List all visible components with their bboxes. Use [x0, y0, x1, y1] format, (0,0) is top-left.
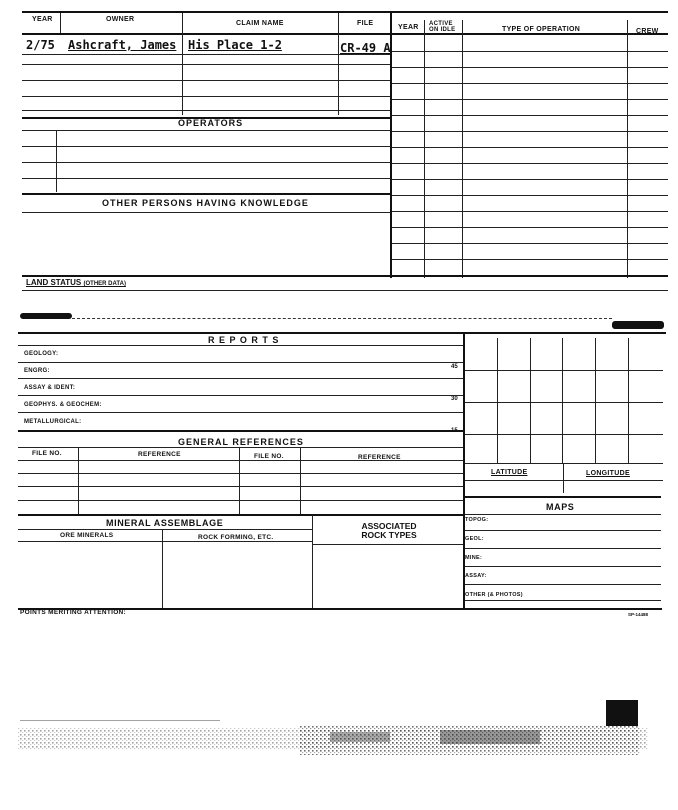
col-owner-label: OWNER	[106, 16, 135, 23]
land-status-heading: LAND STATUS (OTHER DATA)	[26, 278, 126, 287]
col-year2-label: YEAR	[398, 24, 419, 31]
maps-assay-label: ASSAY:	[465, 573, 487, 579]
gr-col-file-no-2: FILE NO.	[254, 453, 284, 460]
maps-heading: MAPS	[546, 502, 575, 512]
entry-file: CR-49 A	[340, 41, 391, 55]
redaction-mark-right	[612, 321, 664, 329]
entry-date: 2/75	[26, 38, 55, 52]
latitude-label: LATITUDE	[491, 469, 528, 476]
ruler-30: 30	[451, 396, 458, 402]
col-file-label: FILE	[357, 20, 374, 27]
engrg-label: ENGRG:	[24, 368, 50, 374]
rock-forming-label: ROCK FORMING, ETC.	[198, 534, 274, 541]
scan-smudge	[0, 690, 678, 790]
ruler-15: 15	[451, 428, 458, 434]
gr-col-file-no-1: FILE NO.	[32, 450, 62, 457]
longitude-label: LONGITUDE	[586, 470, 630, 477]
ore-minerals-label: ORE MINERALS	[60, 532, 114, 539]
redaction-mark-left	[20, 313, 72, 319]
header-bottom-border	[22, 33, 668, 35]
col-claim-name-label: CLAIM NAME	[236, 20, 284, 27]
general-references-heading: GENERAL REFERENCES	[178, 437, 304, 447]
col-active-idle-label: ACTIVE ON IDLE	[429, 21, 456, 33]
col-type-operation-label: TYPE OF OPERATION	[502, 26, 581, 33]
metallurgical-label: METALLURGICAL:	[24, 419, 82, 425]
ruler-45: 45	[451, 364, 458, 370]
maps-other-label: OTHER (& PHOTOS)	[465, 592, 523, 598]
maps-mine-label: MINE:	[465, 555, 483, 561]
other-persons-heading: OTHER PERSONS HAVING KNOWLEDGE	[102, 198, 309, 208]
col-year-label: YEAR	[32, 16, 53, 23]
entry-claim-name: His Place 1-2	[188, 38, 282, 52]
entry-owner: Ashcraft, James	[68, 38, 177, 52]
gr-col-reference-2: REFERENCE	[358, 454, 401, 461]
operators-heading: OPERATORS	[178, 118, 244, 128]
mineral-assemblage-heading: MINERAL ASSEMBLAGE	[106, 518, 224, 528]
assay-ident-label: ASSAY & IDENT:	[24, 385, 76, 391]
gr-col-reference-1: REFERENCE	[138, 451, 181, 458]
reports-heading: R E P O R T S	[208, 335, 280, 345]
points-meriting-label: POINTS MERITING ATTENTION:	[20, 609, 127, 616]
maps-topog-label: TOPOG:	[465, 517, 489, 523]
geology-label: GEOLOGY:	[24, 351, 59, 357]
geophys-geochem-label: GEOPHYS. & GEOCHEM:	[24, 402, 102, 408]
col-crew-label: CREW	[636, 28, 659, 35]
form-number: SP-14488	[628, 612, 649, 617]
associated-rock-types-heading: ASSOCIATED ROCK TYPES	[361, 521, 417, 540]
maps-geol-label: GEOL:	[465, 536, 484, 542]
top-border	[22, 11, 668, 13]
